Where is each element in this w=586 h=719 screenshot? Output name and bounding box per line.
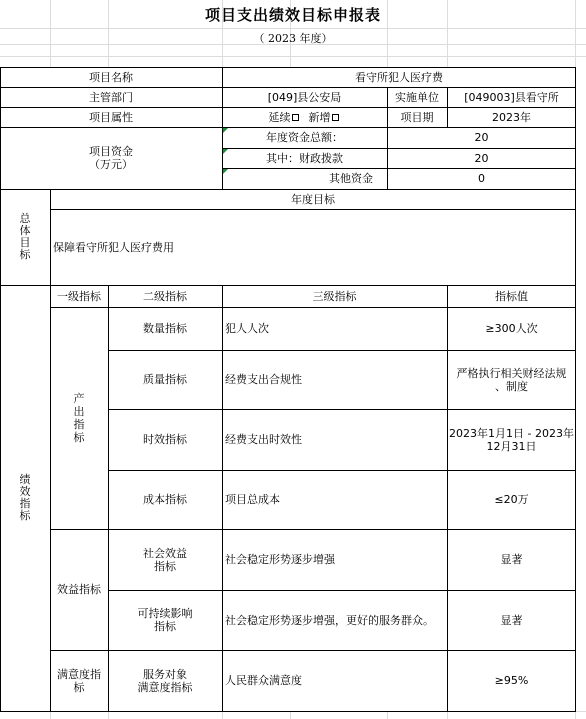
col-level3: 三级指标: [222, 285, 447, 307]
level2-indicator: 质量指标: [108, 350, 222, 409]
border-line: [108, 350, 576, 351]
gridline: [0, 56, 586, 57]
level3-indicator: 社会稳定形势逐步增强，更好的服务群众。: [222, 590, 447, 650]
output-indicator-label: 产 出 指 标: [50, 307, 108, 529]
dept-value: [049]县公安局: [222, 87, 387, 107]
indicator-value: ≥95%: [447, 650, 576, 711]
attr-continue-label: 延续: [268, 110, 291, 124]
period-value: 2023年: [447, 107, 576, 127]
border-line: [50, 189, 51, 712]
fund-total-label: 年度资金总额：: [222, 127, 387, 148]
col-level1: 一级指标: [50, 285, 108, 307]
border-line: [0, 67, 576, 68]
border-line: [108, 590, 576, 591]
fund-other-label: 其他资金: [222, 168, 387, 189]
level2-indicator: 成本指标: [108, 470, 222, 529]
col-value: 指标值: [447, 285, 576, 307]
year-line: （ 2023 年度）: [253, 32, 333, 45]
goal-header: 年度目标: [50, 189, 576, 209]
border-line: [0, 67, 1, 712]
border-line: [0, 107, 576, 108]
border-line: [575, 67, 576, 712]
cell-marker: [223, 128, 228, 133]
level3-indicator: 经费支出合规性: [222, 350, 447, 409]
border-line: [0, 127, 576, 128]
border-line: [387, 127, 388, 190]
continue-checkbox[interactable]: [292, 114, 299, 121]
new-checkbox[interactable]: [332, 114, 339, 121]
border-line: [387, 87, 388, 128]
level3-indicator: 犯人人次: [222, 307, 447, 350]
col-level2: 二级指标: [108, 285, 222, 307]
border-line: [50, 529, 576, 530]
goal-text: 保障看守所犯人医疗费用: [50, 209, 576, 285]
level3-indicator: 经费支出时效性: [222, 409, 447, 470]
border-line: [222, 168, 576, 169]
benefit-indicator-label: 效益指标: [50, 529, 108, 650]
page-title: 项目支出绩效目标申报表: [204, 6, 381, 24]
level2-indicator: 社会效益 指标: [108, 529, 222, 590]
border-line: [108, 409, 576, 410]
level2-indicator: 可持续影响 指标: [108, 590, 222, 650]
level3-indicator: 社会稳定形势逐步增强: [222, 529, 447, 590]
indicator-value: ≤20万: [447, 470, 576, 529]
gridline: [0, 28, 586, 29]
border-line: [50, 650, 576, 651]
level3-indicator: 人民群众满意度: [222, 650, 447, 711]
level3-indicator: 项目总成本: [222, 470, 447, 529]
border-line: [108, 470, 576, 471]
level2-indicator: 服务对象 满意度指标: [108, 650, 222, 711]
border-line: [0, 711, 576, 712]
indicator-value: 显著: [447, 529, 576, 590]
level2-indicator: 数量指标: [108, 307, 222, 350]
border-line: [222, 67, 223, 190]
fund-label: 项目资金 （万元）: [0, 127, 222, 189]
period-label: 项目期: [387, 107, 447, 127]
border-line: [222, 148, 576, 149]
unit-value: [049003]县看守所: [447, 87, 576, 107]
fund-finance-label: 其中：财政拨款: [222, 148, 387, 168]
satisfaction-indicator-label: 满意度指 标: [50, 650, 108, 711]
unit-label: 实施单位: [387, 87, 447, 107]
cell-marker: [223, 169, 228, 174]
border-line: [50, 307, 576, 308]
project-name-label: 项目名称: [0, 67, 222, 87]
project-name-value: 看守所犯人医疗费: [222, 67, 576, 87]
fund-total-value: 20: [387, 127, 576, 148]
fund-other-value: 0: [387, 168, 576, 189]
indicator-value: 严格执行相关财经法规 、制度: [447, 350, 576, 409]
attr-new-label: 新增: [308, 110, 331, 124]
border-line: [0, 189, 576, 190]
indicator-value: 2023年1月1日 - 2023年 12月31日: [447, 409, 576, 470]
border-line: [0, 87, 576, 88]
cell-marker: [223, 149, 228, 154]
indicator-value: ≥300人次: [447, 307, 576, 350]
goal-side-label: 总 体 目 标: [0, 189, 50, 285]
border-line: [447, 87, 448, 128]
level2-indicator: 时效指标: [108, 409, 222, 470]
attr-options: [222, 107, 387, 127]
border-line: [0, 285, 576, 286]
perf-side-label: 绩 效 指 标: [0, 285, 50, 711]
border-line: [50, 209, 576, 210]
attr-label: 项目属性: [0, 107, 222, 127]
indicator-value: 显著: [447, 590, 576, 650]
fund-finance-value: 20: [387, 148, 576, 168]
dept-label: 主管部门: [0, 87, 222, 107]
